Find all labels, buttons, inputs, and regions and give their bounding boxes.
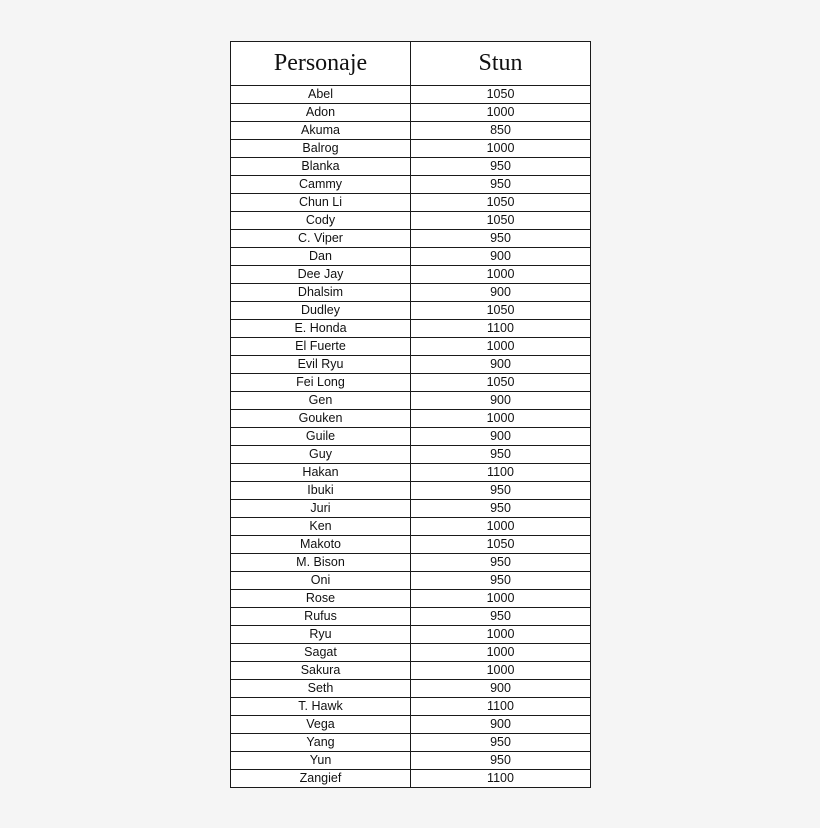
character-name-cell: C. Viper xyxy=(231,230,411,248)
character-name-cell: Chun Li xyxy=(231,194,411,212)
table-row xyxy=(231,680,591,698)
header-row xyxy=(231,42,591,86)
stun-value-cell: 1000 xyxy=(411,104,591,122)
character-name-cell: Rose xyxy=(231,590,411,608)
character-name-cell: Gen xyxy=(231,392,411,410)
character-name-cell: Ryu xyxy=(231,626,411,644)
stun-value-cell: 1050 xyxy=(411,86,591,104)
table-row xyxy=(231,698,591,716)
stun-value-cell: 950 xyxy=(411,446,591,464)
table-row xyxy=(231,626,591,644)
table-row xyxy=(231,140,591,158)
character-name-cell: E. Honda xyxy=(231,320,411,338)
table-row xyxy=(231,410,591,428)
stun-value-cell: 900 xyxy=(411,680,591,698)
table-row xyxy=(231,428,591,446)
stun-value-cell: 950 xyxy=(411,230,591,248)
table-row xyxy=(231,770,591,788)
table-row xyxy=(231,158,591,176)
column-header-personaje: Personaje xyxy=(231,42,411,86)
character-name-cell: Adon xyxy=(231,104,411,122)
stun-value-cell: 1050 xyxy=(411,374,591,392)
character-name-cell: T. Hawk xyxy=(231,698,411,716)
character-name-cell: El Fuerte xyxy=(231,338,411,356)
character-name-cell: Juri xyxy=(231,500,411,518)
character-name-cell: Makoto xyxy=(231,536,411,554)
character-name-cell: Rufus xyxy=(231,608,411,626)
table-row xyxy=(231,194,591,212)
table-body xyxy=(231,86,591,788)
table-row xyxy=(231,590,591,608)
table-row xyxy=(231,734,591,752)
character-name-cell: Evil Ryu xyxy=(231,356,411,374)
table-row xyxy=(231,392,591,410)
stun-value-cell: 900 xyxy=(411,428,591,446)
table-row xyxy=(231,752,591,770)
stun-value-cell: 1050 xyxy=(411,194,591,212)
table-row xyxy=(231,86,591,104)
stun-value-cell: 1000 xyxy=(411,662,591,680)
character-name-cell: Seth xyxy=(231,680,411,698)
character-name-cell: Dan xyxy=(231,248,411,266)
stun-value-cell: 950 xyxy=(411,176,591,194)
character-name-cell: Akuma xyxy=(231,122,411,140)
table-row xyxy=(231,230,591,248)
stun-value-cell: 950 xyxy=(411,608,591,626)
stun-value-cell: 900 xyxy=(411,356,591,374)
table-row xyxy=(231,374,591,392)
table-header xyxy=(231,42,591,86)
stun-value-cell: 900 xyxy=(411,392,591,410)
stun-value-cell: 950 xyxy=(411,500,591,518)
column-header-stun: Stun xyxy=(411,42,591,86)
character-name-cell: Dee Jay xyxy=(231,266,411,284)
stun-value-cell: 950 xyxy=(411,158,591,176)
stun-value-cell: 950 xyxy=(411,482,591,500)
character-name-cell: Yun xyxy=(231,752,411,770)
table-row xyxy=(231,176,591,194)
table-row xyxy=(231,662,591,680)
character-name-cell: Cody xyxy=(231,212,411,230)
stun-value-cell: 1000 xyxy=(411,338,591,356)
character-name-cell: M. Bison xyxy=(231,554,411,572)
character-name-cell: Guile xyxy=(231,428,411,446)
table-row xyxy=(231,572,591,590)
character-name-cell: Fei Long xyxy=(231,374,411,392)
stun-value-cell: 1050 xyxy=(411,212,591,230)
stun-value-cell: 1000 xyxy=(411,626,591,644)
table-row xyxy=(231,716,591,734)
character-name-cell: Dhalsim xyxy=(231,284,411,302)
table-row xyxy=(231,554,591,572)
table-row xyxy=(231,500,591,518)
table-row xyxy=(231,536,591,554)
stun-value-cell: 1000 xyxy=(411,410,591,428)
character-name-cell: Zangief xyxy=(231,770,411,788)
character-name-cell: Balrog xyxy=(231,140,411,158)
stun-value-cell: 1100 xyxy=(411,320,591,338)
table-row xyxy=(231,122,591,140)
character-name-cell: Vega xyxy=(231,716,411,734)
stun-table xyxy=(230,41,591,788)
stun-value-cell: 1050 xyxy=(411,302,591,320)
table-row xyxy=(231,446,591,464)
stun-value-cell: 1100 xyxy=(411,698,591,716)
stun-value-cell: 900 xyxy=(411,716,591,734)
table-row xyxy=(231,644,591,662)
table-row xyxy=(231,302,591,320)
stun-value-cell: 950 xyxy=(411,554,591,572)
stun-value-cell: 1100 xyxy=(411,770,591,788)
stun-value-cell: 900 xyxy=(411,284,591,302)
character-name-cell: Ken xyxy=(231,518,411,536)
table-row xyxy=(231,284,591,302)
table-row xyxy=(231,518,591,536)
stun-value-cell: 1000 xyxy=(411,644,591,662)
stun-value-cell: 1050 xyxy=(411,536,591,554)
table-row xyxy=(231,320,591,338)
character-name-cell: Ibuki xyxy=(231,482,411,500)
character-name-cell: Dudley xyxy=(231,302,411,320)
character-name-cell: Guy xyxy=(231,446,411,464)
table-row xyxy=(231,464,591,482)
character-name-cell: Gouken xyxy=(231,410,411,428)
character-name-cell: Sakura xyxy=(231,662,411,680)
table-row xyxy=(231,212,591,230)
stun-value-cell: 1100 xyxy=(411,464,591,482)
character-name-cell: Cammy xyxy=(231,176,411,194)
character-name-cell: Blanka xyxy=(231,158,411,176)
stun-value-cell: 1000 xyxy=(411,518,591,536)
table-row xyxy=(231,104,591,122)
table-row xyxy=(231,266,591,284)
stun-value-cell: 1000 xyxy=(411,266,591,284)
stun-value-cell: 950 xyxy=(411,752,591,770)
table-row xyxy=(231,338,591,356)
character-name-cell: Oni xyxy=(231,572,411,590)
character-name-cell: Hakan xyxy=(231,464,411,482)
stun-value-cell: 950 xyxy=(411,572,591,590)
stun-value-cell: 1000 xyxy=(411,140,591,158)
stun-value-cell: 950 xyxy=(411,734,591,752)
table-row xyxy=(231,608,591,626)
stun-value-cell: 1000 xyxy=(411,590,591,608)
table-row xyxy=(231,248,591,266)
stun-value-cell: 900 xyxy=(411,248,591,266)
stun-value-cell: 850 xyxy=(411,122,591,140)
table-row xyxy=(231,356,591,374)
character-name-cell: Yang xyxy=(231,734,411,752)
character-name-cell: Abel xyxy=(231,86,411,104)
table-row xyxy=(231,482,591,500)
character-name-cell: Sagat xyxy=(231,644,411,662)
